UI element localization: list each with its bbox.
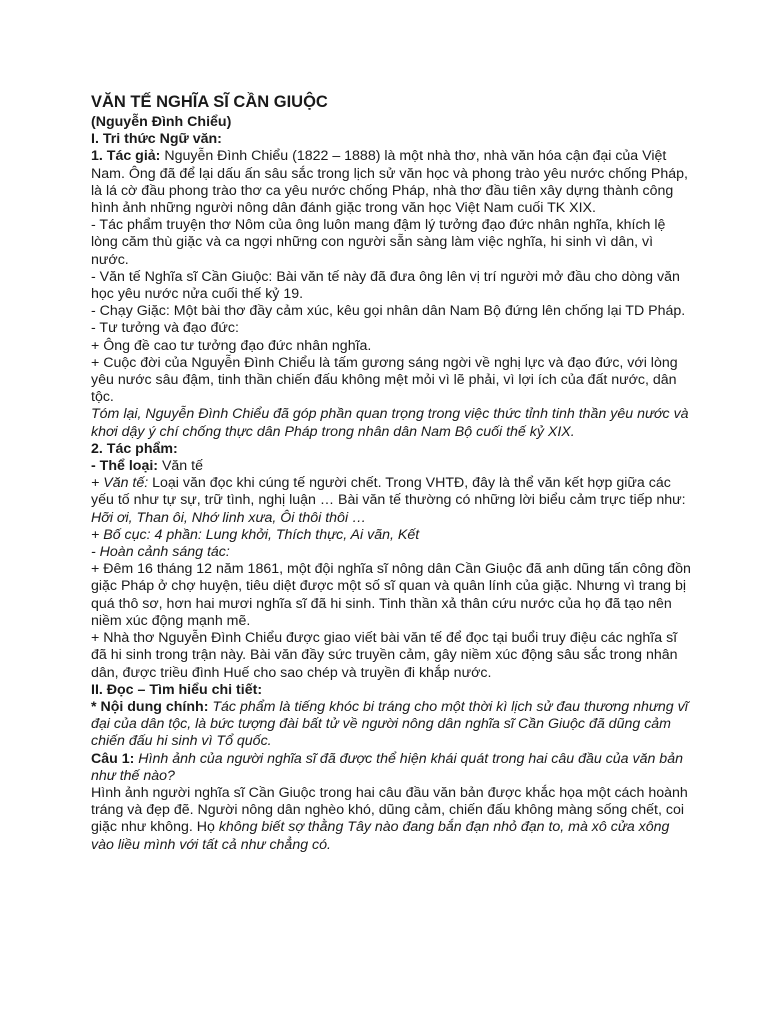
paragraph-van-te-def: + Văn tế: Loại văn đọc khi cúng tế người chết. Trong VHTĐ, đây là thể văn kết hợp giữa các yếu tố như tự sự, trữ tình, nghị luận … Bài văn tế thường có những lời biểu cảm trực tiếp như: Hỡi ơi, Than ôi, Nhớ linh xưa, Ôi thôi thôi … <box>91 475 686 526</box>
section-heading-2: II. Đọc – Tìm hiểu chi tiết: <box>91 681 263 698</box>
paragraph-van-te: - Văn tế Nghĩa sĩ Cần Giuộc: Bài văn tế này đã đưa ông lên vị trí người mở đầu cho dòng văn học yêu nước nửa cuối thế kỷ 19. <box>91 268 680 303</box>
document-body <box>91 92 691 854</box>
paragraph-tac-pham-nom: - Tác phẩm truyện thơ Nôm của ông luôn mang đậm lý tưởng đạo đức nhân nghĩa, khích lệ lòng căm thù giặc và ca ngợi những con người sẵn sàng làm việc nghĩa, hi sinh vì dân, vì nước. <box>91 217 666 268</box>
section-heading-tac-pham: 2. Tác phẩm: <box>91 440 178 457</box>
section-heading-1: I. Tri thức Ngữ văn: <box>91 131 222 148</box>
paragraph-tac-gia: 1. Tác giả: Nguyễn Đình Chiểu (1822 – 1888) là một nhà thơ, nhà văn hóa cận đại của Việt Nam. Ông đã để lại dấu ấn sâu sắc trong lịch sử văn học và phong trào yêu nước chống Pháp, là lá cờ đầu phong trào thơ ca yêu nước chống Pháp, nhà thơ đầu tiên xây dựng thành công hình ảnh những người nông dân đánh giặc trong văn học Việt Nam cuối TK XIX. <box>91 148 688 217</box>
paragraph-chay-giac: - Chạy Giặc: Một bài thơ đầy cảm xúc, kêu gọi nhân dân Nam Bộ đứng lên chống lại TD Pháp. <box>91 303 686 320</box>
paragraph-nha-tho: + Nhà thơ Nguyễn Đình Chiểu được giao viết bài văn tế để đọc tại buổi truy điệu các nghĩa sĩ đã hi sinh trong trận này. Bài văn đầy sức truyền cảm, gây niềm xúc động sâu sắc trong nhân dân, được triều đình Huế cho sao chép và truyền đi khắp nước. <box>91 630 678 681</box>
page-title: VĂN TẾ NGHĨA SĨ CẦN GIUỘC <box>91 93 328 111</box>
paragraph-answer: Hình ảnh người nghĩa sĩ Cần Giuộc trong hai câu đầu văn bản được khắc họa một cách hoành tráng và đẹp đẽ. Người nông dân nghèo khó, dũng cảm, chiến đấu không màng sống chết, coi giặc như không. Họ không biết sợ thằng Tây nào đang bắn đạn nhỏ đạn to, mà xô cửa xông vào liều mình với tất cả như chẳng có. <box>91 784 688 853</box>
author-line: (Nguyễn Đình Chiểu) <box>91 114 232 130</box>
paragraph-hoan-canh: - Hoàn cảnh sáng tác: <box>91 544 230 561</box>
paragraph-noi-dung: * Nội dung chính: Tác phẩm là tiếng khóc bi tráng cho một thời kì lịch sử đau thương nhưng vĩ đại của dân tộc, là bức tượng đài bất tử về người nông dân nghĩa sĩ Cần Giuộc đã dũng cảm chiến đấu hi sinh vì Tổ quốc. <box>91 698 688 750</box>
paragraph-tom-lai: Tóm lại, Nguyễn Đình Chiểu đã góp phần quan trọng trong việc thức tỉnh tinh thần yêu nước và khơi dậy ý chí chống thực dân Pháp trong nhân dân Nam Bộ cuối thế kỷ XIX. <box>91 406 689 440</box>
paragraph-the-loai: - Thể loại: Văn tế <box>91 458 203 475</box>
paragraph-de-cao: + Ông đề cao tư tưởng đạo đức nhân nghĩa. <box>91 337 372 354</box>
paragraph-cau-1: Câu 1: Hình ảnh của người nghĩa sĩ đã được thể hiện khái quát trong hai câu đầu của văn bản như thế nào? <box>91 750 683 784</box>
paragraph-cuoc-doi: + Cuộc đời của Nguyễn Đình Chiểu là tấm gương sáng ngời về nghị lực và đạo đức, với lòng yêu nước sâu đậm, tinh thần chiến đấu không mệt mỏi vì lẽ phải, vì lợi ích của đất nước, dân tộc. <box>91 354 678 406</box>
paragraph-dem-16: + Đêm 16 tháng 12 năm 1861, một đội nghĩa sĩ nông dân Cần Giuộc đã anh dũng tấn công đồn giặc Pháp ở chợ huyện, tiêu diệt được một số sĩ quan và quân lính của giặc. Nhưng vì trang bị quá thô sơ, hơn hai mươi nghĩa sĩ đã hi sinh. Tinh thần xả thân cứu nước của họ đã tạo nên niềm xúc động mạnh mẽ. <box>91 561 691 629</box>
paragraph-bo-cuc: + Bố cục: 4 phần: Lung khởi, Thích thực, Ai vãn, Kết <box>91 526 420 543</box>
paragraph-tu-tuong: - Tư tưởng và đạo đức: <box>91 320 239 337</box>
